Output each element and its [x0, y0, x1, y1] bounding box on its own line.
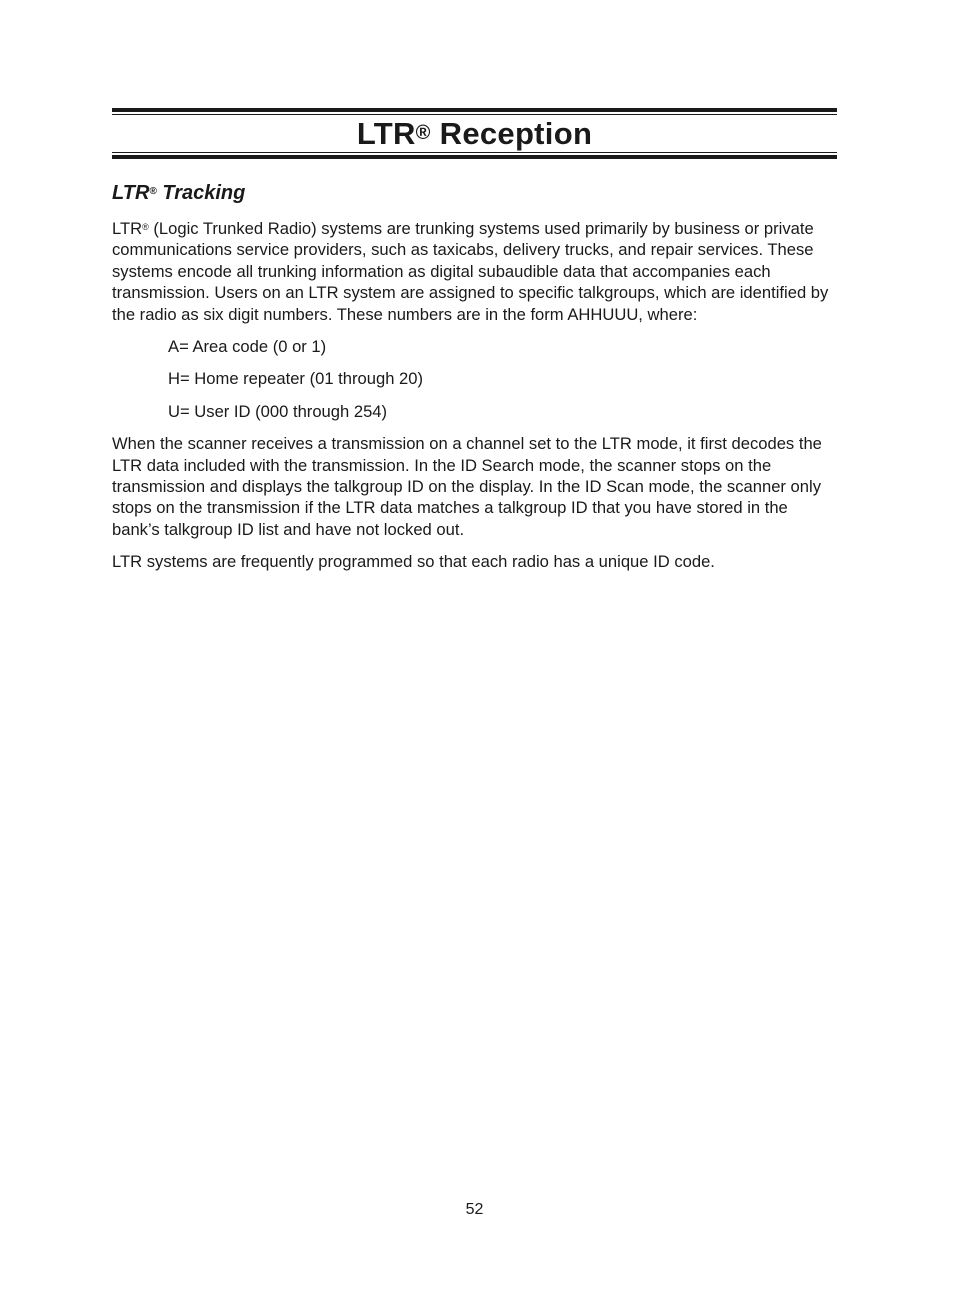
id-code-paragraph: LTR systems are frequently programmed so that each radio has a unique ID code. [112, 552, 715, 572]
intro-lead: LTR [112, 219, 143, 238]
body-content [112, 218, 837, 584]
page-title-main: LTR [356, 116, 416, 151]
definition-item-area: A= Area code (0 or 1) [168, 337, 327, 357]
section-heading-rest: Tracking [156, 182, 246, 204]
page-title-rest: Reception [430, 116, 593, 151]
section-heading-main: LTR [112, 182, 150, 204]
intro-registered-mark: ® [142, 222, 149, 232]
definition-list [168, 336, 837, 422]
section-registered-mark: ® [149, 186, 157, 197]
intro-text: (Logic Trunked Radio) systems are trunking systems used primarily by business or private communications service providers, such as taxicabs, delivery trucks, and repair services. These systems encode all trunking information as digital subaudible data that accompanies each transmission. Users on an LTR system are assigned to specific talkgroups, which are identified by the radio as six digit numbers. These numbers are in the form AHHUUU, where: [112, 219, 829, 324]
scanner-paragraph: When the scanner receives a transmission on a channel set to the LTR mode, it first decodes the LTR data included with the transmission. In the ID Search mode, the scanner stops on the transmission and displays the talkgroup ID on the display. In the ID Scan mode, the scanner only stops on the transmission if the LTR data matches a talkgroup ID that you have stored in the bank’s talkgroup ID list and have not locked out. [112, 434, 822, 539]
page-number: 52 [465, 1201, 484, 1218]
definition-item-user: U= User ID (000 through 254) [168, 401, 388, 421]
page-title [112, 115, 837, 152]
registered-mark: ® [415, 122, 431, 144]
title-block [112, 108, 837, 159]
intro-paragraph [112, 218, 837, 325]
definition-item-home: H= Home repeater (01 through 20) [168, 369, 424, 389]
section-heading [112, 180, 245, 206]
title-rule-bottom-thick [112, 155, 837, 159]
